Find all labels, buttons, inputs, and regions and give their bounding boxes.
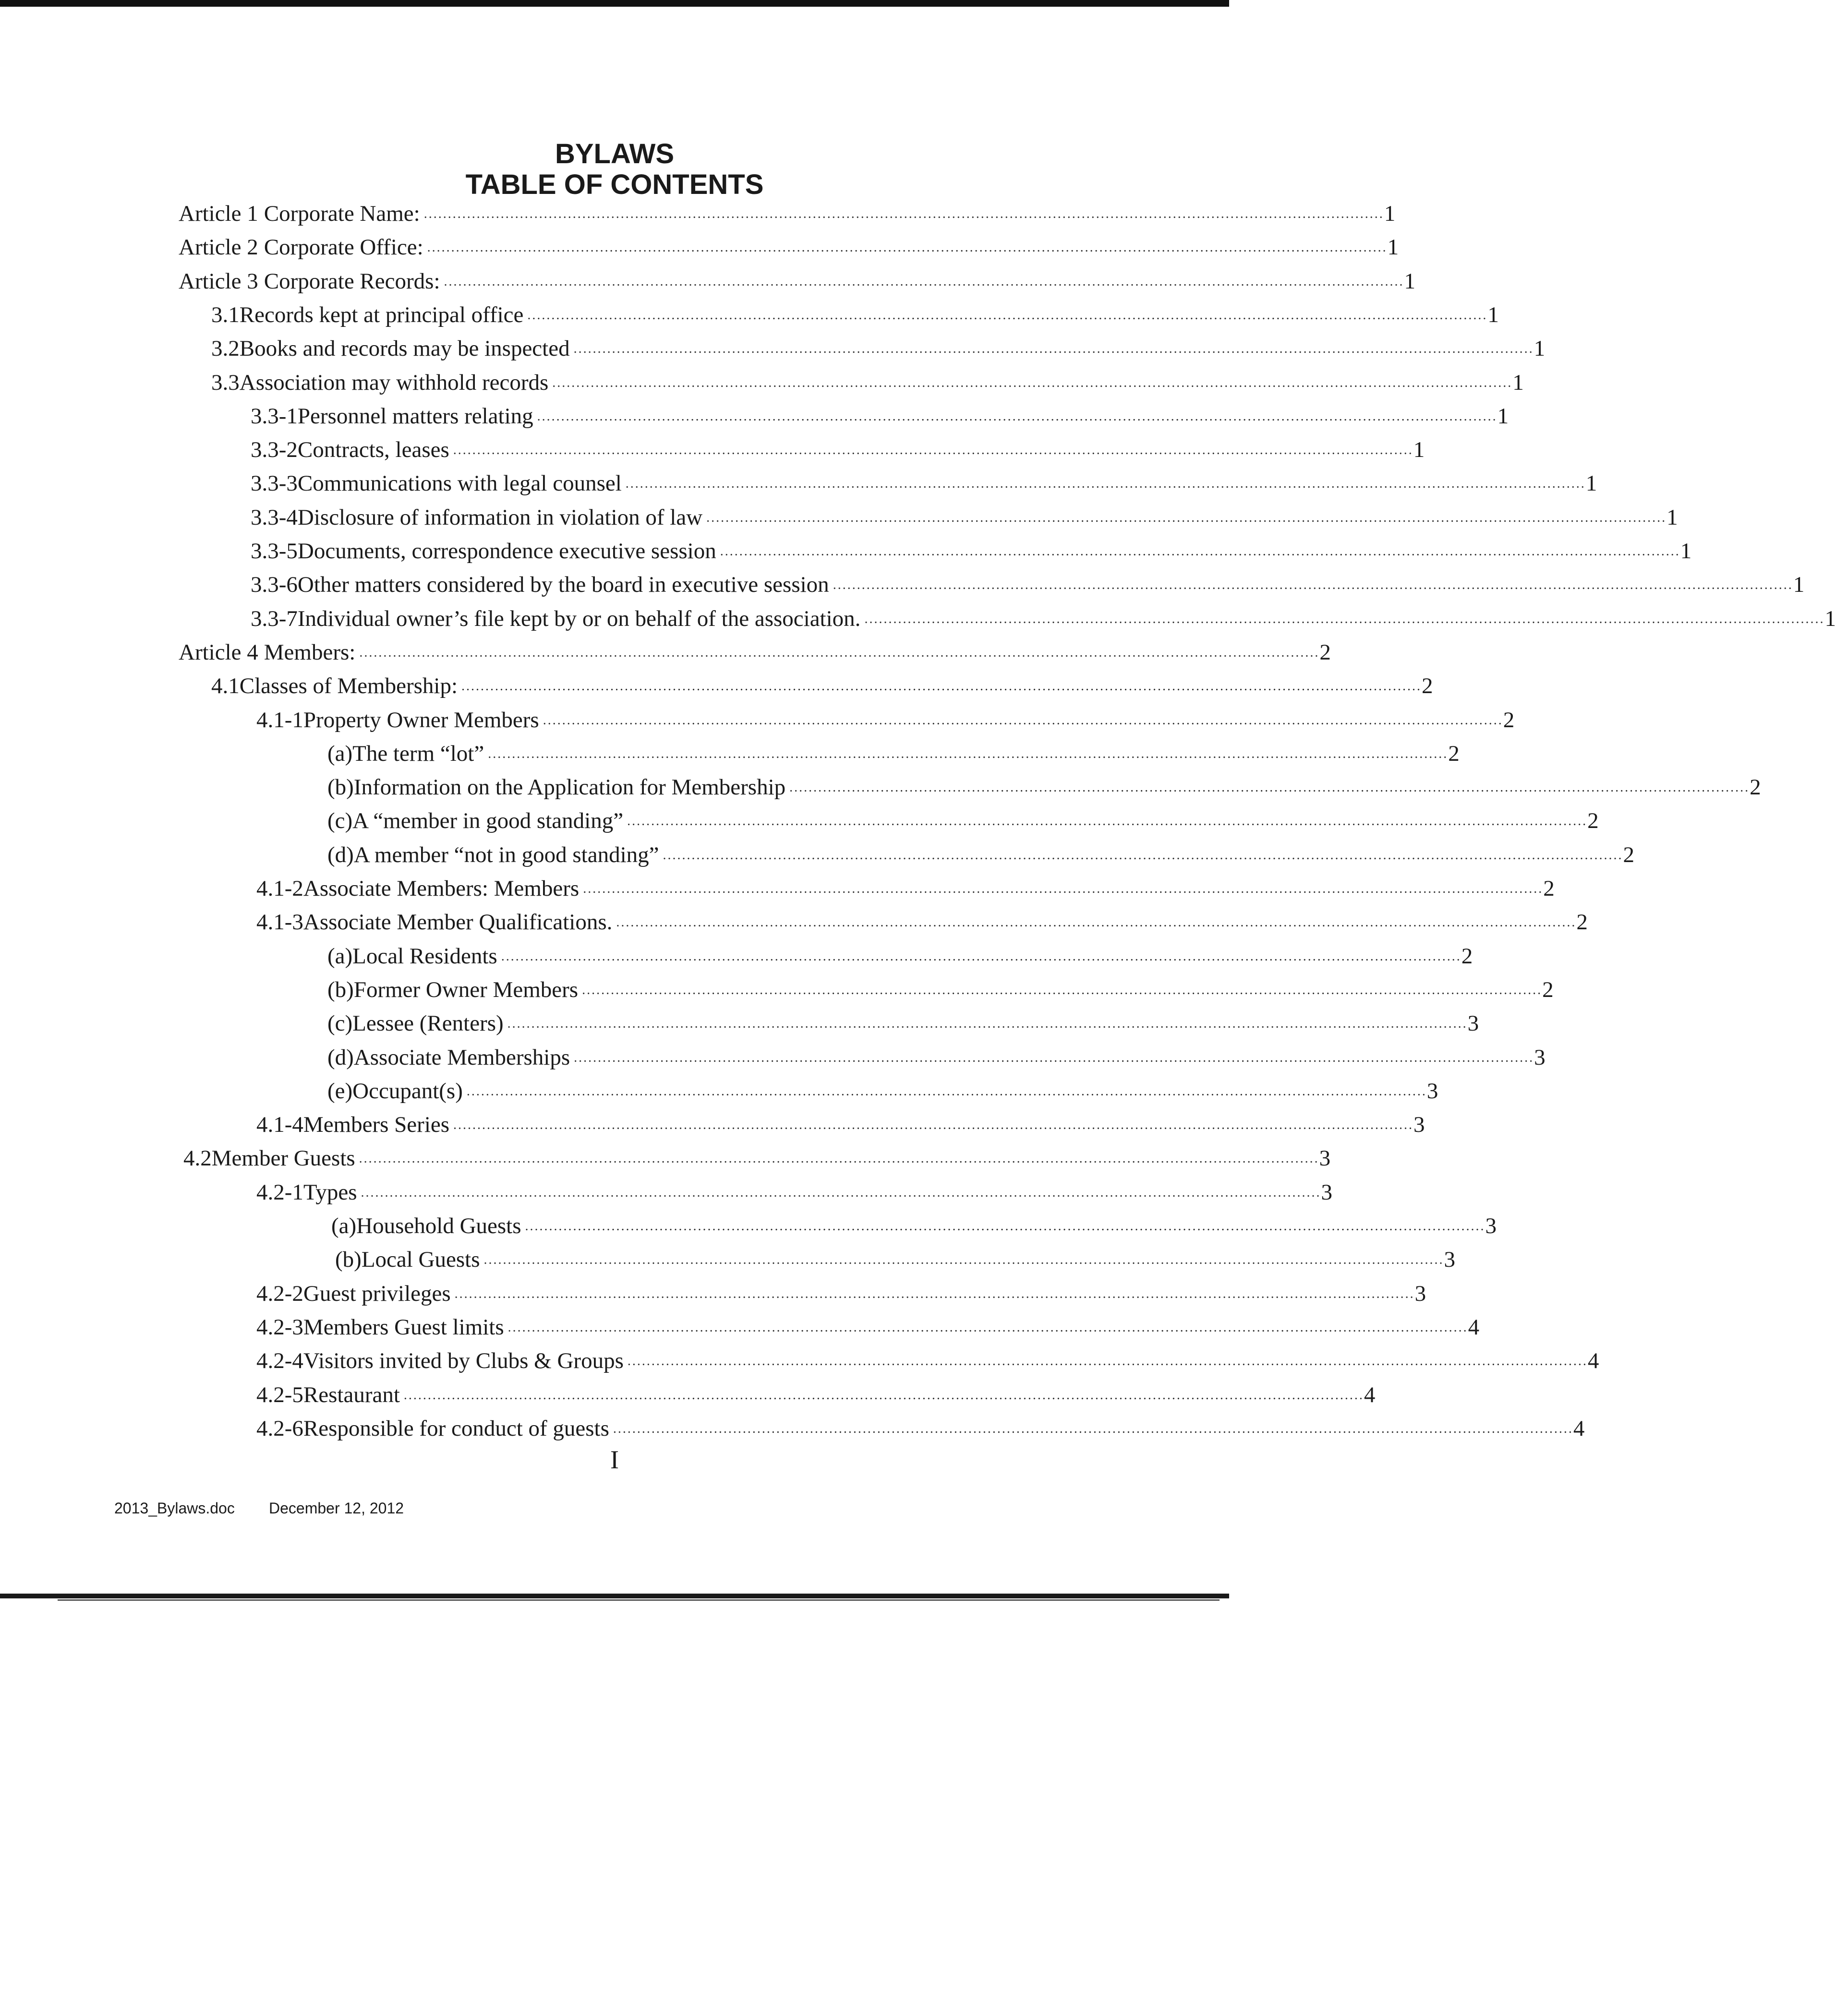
toc-entry — [211, 665, 1433, 699]
toc-leader-dots: ........................................................................................................................................................................................................ — [833, 577, 1793, 593]
toc-entry-number: 4.2 — [183, 1146, 212, 1171]
document-title: BYLAWS — [555, 138, 675, 169]
toc-entry-number: 4.2-5 — [256, 1382, 303, 1407]
toc-entry-title: Associate Memberships — [353, 1044, 570, 1070]
toc-entry-title: Member Guests — [211, 1146, 355, 1171]
toc-leader-dots: ........................................................................................................................................................................................................ — [453, 1117, 1414, 1133]
toc-leader-dots: ........................................................................................................................................................................................................ — [507, 1016, 1468, 1032]
toc-entry-page: 3 — [1444, 1247, 1455, 1272]
toc-entry-title: Association may withhold records — [239, 370, 549, 395]
toc-entry-number: Article 2 — [179, 235, 258, 260]
toc-leader-dots: ........................................................................................................................................................................................................ — [583, 881, 1544, 896]
toc-entry — [179, 227, 1399, 260]
toc-entry-number: 3.3-4 — [251, 504, 298, 530]
toc-leader-dots: ........................................................................................................................................................................................................ — [454, 1286, 1415, 1301]
toc-entry-page: 2 — [1543, 876, 1555, 901]
toc-entry-page: 1 — [1487, 302, 1499, 327]
toc-entry-title: Types — [303, 1179, 357, 1205]
toc-entry-page: 1 — [1824, 606, 1836, 631]
toc-entry-number: 4.2-2 — [256, 1281, 303, 1306]
toc-entry-title: Corporate Records: — [264, 268, 440, 294]
toc-entry — [251, 598, 1836, 632]
toc-entry-number: (c) — [327, 808, 353, 834]
toc-entry — [211, 362, 1524, 396]
toc-entry-page: 2 — [1422, 673, 1433, 699]
toc-entry-page: 3 — [1414, 1281, 1426, 1306]
toc-entry — [179, 193, 1396, 227]
toc-leader-dots: ........................................................................................................................................................................................................ — [864, 611, 1825, 626]
toc-entry-title: Members Series — [303, 1112, 450, 1138]
toc-entry-number: 3.2 — [211, 336, 240, 361]
toc-entry-number: 3.3-3 — [251, 471, 298, 496]
toc-leader-dots: ........................................................................................................................................................................................................ — [501, 948, 1462, 964]
toc-entry — [256, 1104, 1425, 1138]
toc-entry — [256, 1374, 1376, 1408]
toc-entry-title: The term “lot” — [352, 741, 484, 766]
toc-entry-number: (e) — [327, 1078, 353, 1104]
toc-entry-page: 1 — [1667, 504, 1678, 530]
toc-entry — [251, 463, 1597, 496]
toc-entry — [327, 969, 1554, 1003]
toc-entry-number: (b) — [335, 1247, 362, 1272]
toc-entry-title: Visitors invited by Clubs & Groups — [303, 1348, 624, 1374]
toc-entry-title: A member “not in good standing” — [353, 842, 659, 867]
toc-entry-number: 3.3-7 — [251, 606, 298, 631]
toc-entry-title: Guest privileges — [303, 1281, 451, 1306]
toc-entry-number: (a) — [327, 741, 353, 766]
toc-entry-page: 1 — [1793, 572, 1805, 598]
toc-leader-dots: ........................................................................................................................................................................................................ — [582, 982, 1543, 997]
toc-leader-dots: ........................................................................................................................................................................................................ — [483, 1252, 1444, 1268]
toc-leader-dots: ........................................................................................................................................................................................................ — [613, 1421, 1573, 1436]
toc-entry-number: 4.2-3 — [256, 1314, 303, 1340]
toc-entry-page: 1 — [1585, 471, 1597, 496]
toc-entry-title: Associate Members: Members — [303, 876, 580, 901]
toc-entry-number: Article 4 — [179, 639, 258, 665]
toc-entry-title: Information on the Application for Membership — [353, 775, 786, 800]
toc-entry-page: 1 — [1387, 235, 1399, 260]
toc-entry — [256, 868, 1555, 901]
toc-leader-dots: ........................................................................................................................................................................................................ — [527, 307, 1488, 323]
toc-entry-number: (a) — [331, 1213, 357, 1238]
toc-entry-page: 2 — [1319, 639, 1331, 665]
toc-entry-page: 3 — [1467, 1011, 1479, 1036]
toc-entry-title: Associate Member Qualifications. — [303, 910, 613, 935]
toc-leader-dots: ........................................................................................................................................................................................................ — [525, 1219, 1486, 1234]
toc-entry-page: 1 — [1404, 268, 1416, 294]
toc-entry-title: Lessee (Renters) — [352, 1011, 504, 1036]
toc-entry-title: Corporate Office: — [264, 235, 423, 260]
toc-entry-title: Communications with legal counsel — [297, 471, 622, 496]
toc-entry — [251, 396, 1509, 429]
toc-entry-title: Documents, correspondence executive session — [297, 539, 716, 564]
toc-entry — [256, 1408, 1585, 1441]
toc-entry-number: 4.1-1 — [256, 707, 303, 732]
toc-entry-page: 1 — [1680, 539, 1692, 564]
toc-leader-dots: ........................................................................................................................................................................................................ — [359, 1151, 1319, 1166]
toc-entry-page: 2 — [1587, 808, 1599, 834]
toc-entry — [331, 1205, 1497, 1239]
toc-entry-number: (b) — [327, 977, 354, 1002]
page-number: I — [610, 1445, 619, 1474]
toc-entry-number: Article 3 — [179, 268, 258, 294]
toc-leader-dots: ........................................................................................................................................................................................................ — [461, 679, 1422, 694]
toc-entry-page: 2 — [1503, 707, 1515, 732]
toc-entry — [179, 632, 1331, 665]
toc-entry-number: 3.3-1 — [251, 403, 298, 429]
toc-entry-title: Household Guests — [356, 1213, 521, 1238]
toc-entry-number: 3.1 — [211, 302, 240, 327]
toc-leader-dots: ........................................................................................................................................................................................................ — [507, 1320, 1468, 1335]
toc-entry-number: 4.2-6 — [256, 1416, 303, 1441]
toc-entry-title: Property Owner Members — [303, 707, 539, 732]
toc-leader-dots: ........................................................................................................................................................................................................ — [488, 746, 1449, 761]
toc-entry-title: Contracts, leases — [297, 437, 449, 463]
toc-entry-title: Disclosure of information in violation of law — [297, 504, 703, 530]
toc-entry-page: 4 — [1364, 1382, 1376, 1407]
toc-entry-title: Books and records may be inspected — [239, 336, 570, 361]
toc-entry-number: 4.1-3 — [256, 910, 303, 935]
toc-leader-dots: ........................................................................................................................................................................................................ — [616, 915, 1577, 930]
toc-entry — [211, 328, 1546, 361]
toc-entry-number: 4.2-1 — [256, 1179, 303, 1205]
toc-leader-dots: ........................................................................................................................................................................................................ — [663, 847, 1623, 863]
footer-date: December 12, 2012 — [269, 1500, 404, 1517]
toc-leader-dots: ........................................................................................................................................................................................................ — [706, 510, 1667, 525]
toc-entry-number: 3.3-6 — [251, 572, 298, 598]
toc-entry — [327, 733, 1460, 767]
toc-leader-dots: ........................................................................................................................................................................................................ — [543, 712, 1503, 728]
toc-entry-page: 2 — [1542, 977, 1554, 1002]
toc-entry-title: Occupant(s) — [352, 1078, 463, 1104]
toc-entry-number: 4.1-2 — [256, 876, 303, 901]
toc-entry-number: 4.2-4 — [256, 1348, 303, 1374]
toc-entry — [256, 1273, 1426, 1307]
toc-entry-title: Corporate Name: — [264, 201, 420, 226]
toc-entry-title: Other matters considered by the board in executive session — [297, 572, 829, 598]
toc-entry — [179, 261, 1416, 294]
toc-entry — [183, 1138, 1331, 1171]
toc-entry-number: (d) — [327, 842, 354, 867]
toc-entry-page: 3 — [1426, 1078, 1438, 1104]
toc-heading: TABLE OF CONTENTS — [465, 169, 764, 200]
scan-bottom-edge-shadow — [58, 1599, 1220, 1601]
toc-entry-page: 3 — [1321, 1179, 1332, 1205]
toc-entry-number: (c) — [327, 1011, 353, 1036]
toc-entry — [335, 1239, 1455, 1272]
toc-leader-dots: ........................................................................................................................................................................................................ — [537, 408, 1498, 424]
toc-entry — [251, 530, 1692, 564]
toc-entry-page: 1 — [1512, 370, 1524, 395]
toc-entry-title: Records kept at principal office — [239, 302, 524, 327]
toc-entry-page: 2 — [1448, 741, 1460, 766]
scan-top-edge — [0, 0, 1229, 7]
toc-entry-title: Local Residents — [352, 943, 497, 969]
toc-leader-dots: ........................................................................................................................................................................................................ — [423, 206, 1384, 221]
toc-leader-dots: ........................................................................................................................................................................................................ — [625, 476, 1586, 492]
toc-entry-number: 3.3 — [211, 370, 240, 395]
toc-entry — [327, 936, 1473, 969]
toc-entry — [327, 1070, 1438, 1104]
toc-leader-dots: ........................................................................................................................................................................................................ — [361, 1185, 1321, 1200]
toc-entry-title: Former Owner Members — [353, 977, 579, 1002]
toc-entry — [251, 497, 1678, 530]
toc-entry-page: 2 — [1750, 775, 1761, 800]
toc-entry-number: 4.1 — [211, 673, 240, 699]
toc-leader-dots: ........................................................................................................................................................................................................ — [466, 1083, 1427, 1099]
toc-entry-title: Classes of Membership: — [239, 673, 458, 699]
toc-entry-title: Individual owner’s file kept by or on behalf of the association. — [297, 606, 861, 631]
toc-entry-page: 3 — [1485, 1213, 1497, 1238]
toc-entry — [256, 1340, 1599, 1374]
toc-entry-number: (a) — [327, 943, 353, 969]
toc-entry-title: Members Guest limits — [303, 1314, 504, 1340]
toc-entry-title: Local Guests — [361, 1247, 480, 1272]
toc-entry-title: Responsible for conduct of guests — [303, 1416, 609, 1441]
toc-entry-page: 1 — [1413, 437, 1425, 463]
toc-entry-number: (d) — [327, 1044, 354, 1070]
toc-leader-dots: ........................................................................................................................................................................................................ — [552, 375, 1513, 390]
toc-entry — [211, 294, 1499, 328]
toc-entry — [256, 699, 1515, 733]
toc-entry-page: 1 — [1497, 403, 1509, 429]
toc-entry-page: 3 — [1534, 1044, 1546, 1070]
toc-entry-number: 3.3-5 — [251, 539, 298, 564]
toc-leader-dots: ........................................................................................................................................................................................................ — [427, 240, 1388, 255]
toc-entry — [256, 901, 1588, 935]
toc-entry-page: 2 — [1461, 943, 1473, 969]
scan-bottom-edge — [0, 1594, 1229, 1598]
toc-entry-page: 2 — [1623, 842, 1635, 867]
toc-leader-dots: ........................................................................................................................................................................................................ — [444, 274, 1404, 289]
toc-leader-dots: ........................................................................................................................................................................................................ — [627, 1354, 1588, 1369]
toc-entry — [327, 834, 1635, 868]
toc-entry-page: 4 — [1573, 1416, 1585, 1441]
toc-leader-dots: ........................................................................................................................................................................................................ — [789, 780, 1750, 795]
toc-entry-number: (b) — [327, 775, 354, 800]
toc-entry-page: 1 — [1534, 336, 1546, 361]
toc-entry-title: A “member in good standing” — [352, 808, 624, 834]
toc-entry-page: 1 — [1384, 201, 1396, 226]
toc-entry-number: 4.1-4 — [256, 1112, 303, 1138]
toc-entry — [251, 429, 1425, 463]
toc-entry — [251, 564, 1805, 598]
toc-leader-dots: ........................................................................................................................................................................................................ — [453, 443, 1413, 458]
toc-leader-dots: ........................................................................................................................................................................................................ — [359, 645, 1320, 660]
toc-entry-title: Members: — [264, 639, 356, 665]
toc-entry — [327, 1037, 1546, 1070]
toc-entry-page: 3 — [1319, 1146, 1331, 1171]
toc-entry-page: 2 — [1576, 910, 1588, 935]
toc-leader-dots: ........................................................................................................................................................................................................ — [573, 341, 1534, 357]
toc-entry — [327, 800, 1599, 834]
footer-filename: 2013_Bylaws.doc — [114, 1500, 235, 1517]
toc-leader-dots: ........................................................................................................................................................................................................ — [720, 544, 1680, 559]
toc-entry-page: 4 — [1468, 1314, 1480, 1340]
toc-entry-number: Article 1 — [179, 201, 258, 226]
toc-entry-title: Restaurant — [303, 1382, 400, 1407]
toc-entry — [256, 1172, 1332, 1205]
toc-leader-dots: ........................................................................................................................................................................................................ — [403, 1387, 1364, 1403]
toc-entry-page: 3 — [1413, 1112, 1425, 1138]
toc-entry-number: 3.3-2 — [251, 437, 298, 463]
toc-entry-title: Personnel matters relating — [297, 403, 533, 429]
toc-leader-dots: ........................................................................................................................................................................................................ — [574, 1050, 1534, 1065]
toc-entry — [327, 767, 1761, 800]
toc-entry-page: 4 — [1587, 1348, 1599, 1374]
toc-entry — [256, 1307, 1480, 1340]
toc-leader-dots: ........................................................................................................................................................................................................ — [627, 814, 1588, 829]
toc-entry — [327, 1003, 1479, 1036]
